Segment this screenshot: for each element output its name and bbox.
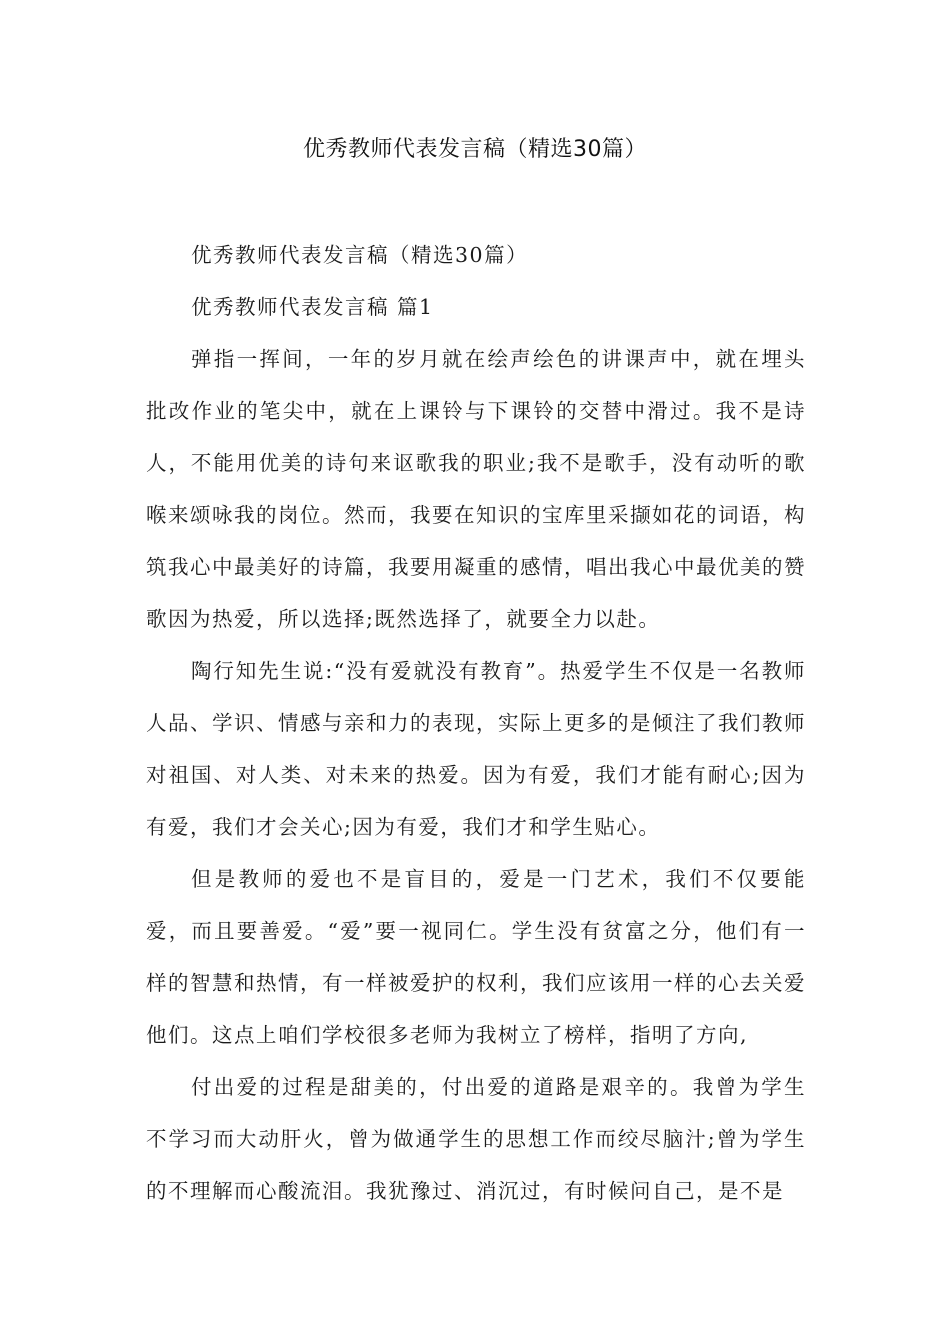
body-paragraph: 但是教师的爱也不是盲目的，爱是一门艺术，我们不仅要能爱，而且要善爱。“爱”要一视同仁。学生没有贫富之分，他们有一样的智慧和热情，有一样被爱护的权利，我们应该用一样的心去关爱他们。这点上咱们学校很多老师为我树立了榜样，指明了方向, bbox=[146, 867, 806, 1047]
body-paragraph: 陶行知先生说:“没有爱就没有教育”。热爱学生不仅是一名教师人品、学识、情感与亲和力的表现，实际上更多的是倾注了我们教师对祖国、对人类、对未来的热爱。因为有爱，我们才能有耐心;因为有爱，我们才会关心;因为有爱，我们才和学生贴心。 bbox=[146, 659, 806, 839]
body-paragraph: 付出爱的过程是甜美的，付出爱的道路是艰辛的。我曾为学生不学习而大动肝火，曾为做通学生的思想工作而绞尽脑汁;曾为学生的不理解而心酸流泪。我犹豫过、消沉过，有时候问自己，是不是 bbox=[146, 1075, 806, 1203]
body-paragraph-heading: 优秀教师代表发言稿（精选30篇） bbox=[191, 243, 529, 267]
document-body bbox=[146, 229, 806, 1217]
body-paragraph-section-label: 优秀教师代表发言稿 篇1 bbox=[191, 295, 434, 319]
document-title: 优秀教师代表发言稿（精选30篇） bbox=[303, 137, 647, 162]
body-paragraph: 弹指一挥间，一年的岁月就在绘声绘色的讲课声中，就在埋头批改作业的笔尖中，就在上课铃与下课铃的交替中滑过。我不是诗人，不能用优美的诗句来讴歌我的职业;我不是歌手，没有动听的歌喉来颂咏我的岗位。然而，我要在知识的宝库里采撷如花的词语，构筑我心中最美好的诗篇，我要用凝重的感情，唱出我心中最优美的赞歌因为热爱，所以选择;既然选择了，就要全力以赴。 bbox=[146, 347, 806, 631]
